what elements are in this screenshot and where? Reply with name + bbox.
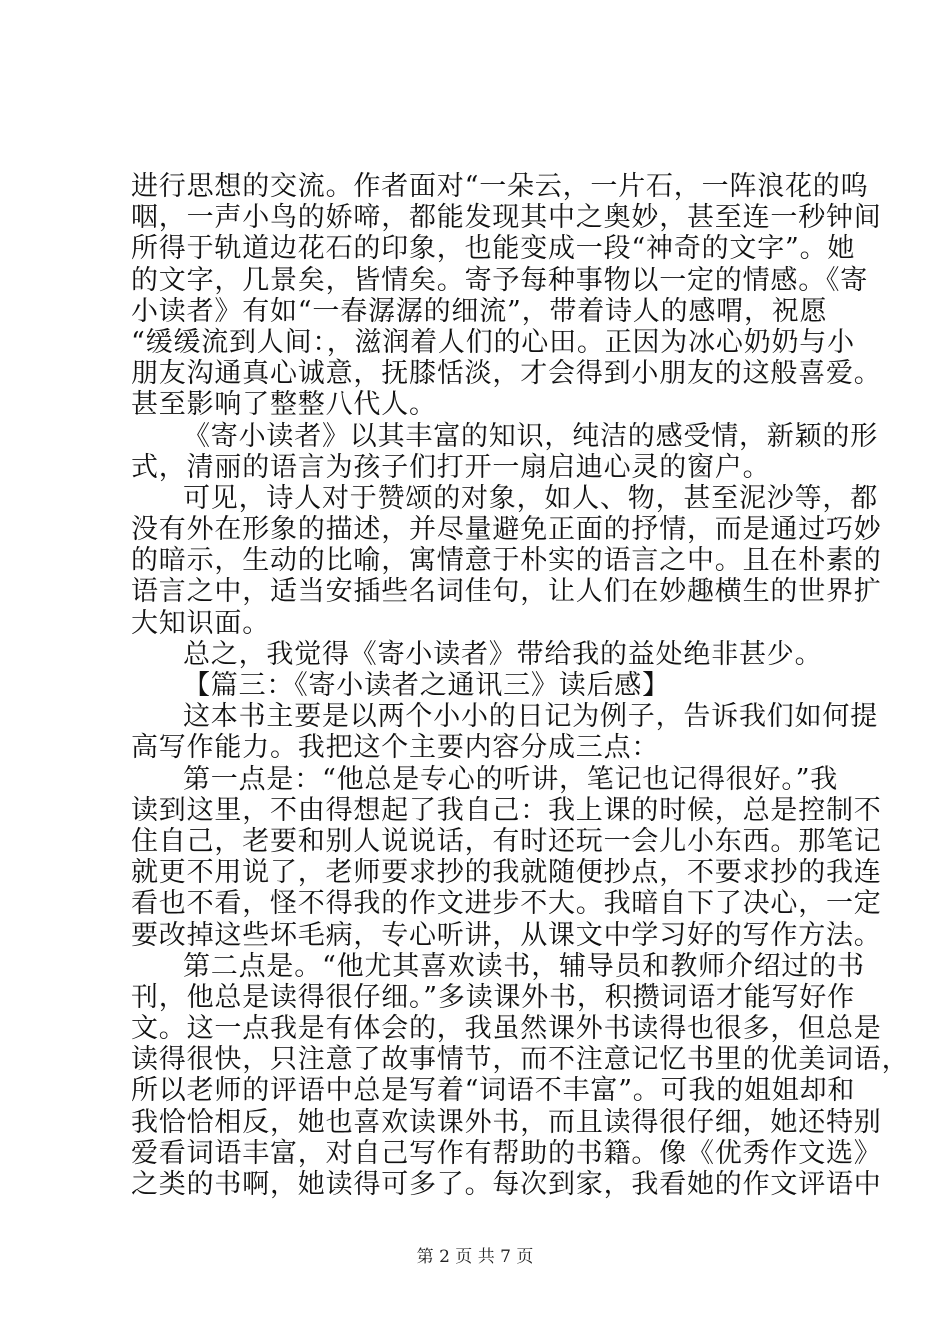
text-line: 咽，一声小鸟的娇啼，都能发现其中之奥妙，甚至连一秒钟间 — [131, 202, 882, 234]
text-line: 看也不看，怪不得我的作文进步不大。我暗自下了决心，一定 — [131, 888, 882, 920]
text-line: 的文字，几景矣，皆情矣。寄予每种事物以一定的情感。《寄 — [131, 264, 869, 296]
text-line: 爱看词语丰富，对自己写作有帮助的书籍。像《优秀作文选》 — [131, 1137, 882, 1169]
text-line: 读得很快，只注意了故事情节，而不注意记忆书里的优美词语， — [131, 1044, 910, 1076]
text-line: “缓缓流到人间：，滋润着人们的心田。正因为冰心奶奶与小 — [131, 326, 855, 358]
text-line: 朋友沟通真心诚意，抚膝恬淡，才会得到小朋友的这般喜爱。 — [131, 358, 882, 390]
text-line: 就更不用说了，老师要求抄的我就随便抄点，不要求抄的我连 — [131, 857, 882, 889]
text-line: 进行思想的交流。作者面对“一朵云，一片石，一阵浪花的呜 — [131, 171, 869, 202]
text-line: 所以老师的评语中总是写着“词语不丰富”。可我的姐姐却和 — [131, 1075, 856, 1107]
text-line: 的暗示，生动的比喻，寓情意于朴实的语言之中。且在朴素的 — [131, 545, 882, 577]
text-line: 文。这一点我是有体会的，我虽然课外书读得也很多，但总是 — [131, 1013, 882, 1045]
page-footer: 第 2 页 共 7 页 — [416, 1247, 534, 1267]
text-line: 大知识面。 — [131, 607, 270, 639]
text-line: 甚至影响了整整八代人。 — [131, 389, 437, 421]
text-line: 之类的书啊，她读得可多了。每次到家，我看她的作文评语中 — [131, 1169, 882, 1200]
text-line: 小读者》有如“一春潺潺的细流”，带着诗人的感喟，祝愿 — [131, 295, 828, 327]
text-line: 《寄小读者》以其丰富的知识，纯洁的感受情，新颖的形 — [183, 420, 878, 452]
text-line: 住自己，老要和别人说说话，有时还玩一会儿小东西。那笔记 — [131, 825, 882, 857]
text-line: 【篇三：《寄小读者之通讯三》读后感】 — [183, 670, 670, 701]
text-line: 高写作能力。我把这个主要内容分成三点： — [131, 732, 660, 764]
text-line: 所得于轨道边花石的印象，也能变成一段“神奇的文字”。她 — [131, 233, 856, 265]
text-line: 总之，我觉得《寄小读者》带给我的益处绝非甚少。 — [183, 638, 823, 670]
text-line: 第一点是：“他总是专心的听讲，笔记也记得很好。”我 — [183, 763, 839, 795]
text-line: 第二点是。“他尤其喜欢读书，辅导员和教师介绍过的书 — [183, 950, 865, 982]
text-line: 刊，他总是读得很仔细。”多读课外书，积攒词语才能写好作 — [131, 981, 855, 1013]
text-line: 要改掉这些坏毛病，专心听讲，从课文中学习好的写作方法。 — [131, 919, 882, 951]
text-line: 没有外在形象的描述，并尽量避免正面的抒情，而是通过巧妙 — [131, 514, 882, 546]
text-line: 这本书主要是以两个小小的日记为例子，告诉我们如何提 — [183, 701, 878, 733]
document-body — [131, 171, 910, 1200]
text-line: 语言之中，适当安插些名词佳句，让人们在妙趣横生的世界扩 — [131, 576, 882, 608]
text-line: 读到这里，不由得想起了我自己：我上课的时候，总是控制不 — [131, 794, 882, 826]
text-line: 式，清丽的语言为孩子们打开一扇启迪心灵的窗户。 — [131, 451, 771, 483]
text-line: 我恰恰相反，她也喜欢读课外书，而且读得很仔细，她还特别 — [131, 1106, 882, 1138]
text-line: 可见，诗人对于赞颂的对象，如人、物，甚至泥沙等，都 — [183, 482, 878, 514]
